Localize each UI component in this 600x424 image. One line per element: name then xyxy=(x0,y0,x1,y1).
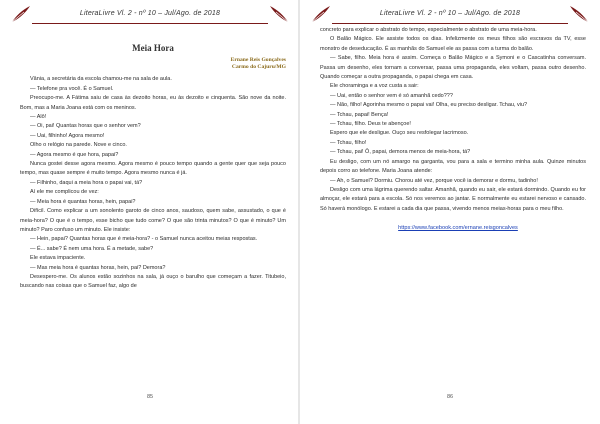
page-number: 85 xyxy=(146,394,154,400)
paragraph: Ele estava impaciente. xyxy=(30,255,86,262)
right-page xyxy=(304,0,596,424)
author-place: Carmo do Cajuru/MG xyxy=(231,64,286,71)
paragraph: Preocupo-me. A Fátima saiu de casa às dezoito horas, eu às dezoito e cinquenta. São nove da noite. Bom, mas a Maria Joana está com os meninos. xyxy=(20,95,286,111)
paragraph: — Uai, filhinho! Agora mesmo! xyxy=(30,132,105,139)
quill-feather-icon xyxy=(568,4,590,24)
paragraph: O Balão Mágico. Ele assiste todos os dias. Infelizmente os meus filhos são escravos da TV, esse monstro de deseducação. É as manhãs do Samuel ele as passa com a turma do balão. xyxy=(320,36,586,52)
left-page xyxy=(4,0,296,424)
paragraph: Difícil. Como explicar a um sonolento garoto de cinco anos, saudoso, quem sabe, assustado, o que é meia-hora? O que é o tempo, esse bicho que tudo come? O que são trinta minutos? O que é minuto? Um minuto? Paro confuso um minuto. Ele insiste: xyxy=(20,208,286,233)
author-facebook-link[interactable]: https://www.facebook.com/ernane.reisgoncalves xyxy=(398,225,518,232)
page-gutter xyxy=(298,0,300,424)
paragraph: Desespero-me. Os alunos estão sozinhos na sala, já ouço o barulho que começam a fazer. Titubeio, buscando nas coisas que o Samuel faz, algo de xyxy=(20,273,286,290)
paragraph: — Meia hora é quantas horas, hein, papai? xyxy=(30,198,136,205)
paragraph: — Não, filho! Agorinha mesmo o papai vai! Olha, eu preciso desligar. Tchau, viu? xyxy=(330,102,528,109)
article-title: Meia Hora xyxy=(132,43,174,53)
header-rule xyxy=(32,23,268,24)
paragraph: — Uai, então o senhor vem é só amanhã cedo??? xyxy=(330,92,453,99)
paragraph: Eu desligo, com um nó amargo na garganta, vou para a sala e termino minha aula. Quinze minutos depois corro ao telefone. Maria Joana atende: xyxy=(320,158,586,175)
page-number: 86 xyxy=(446,394,454,400)
header-text: LiteraLivre Vl. 2 - nº 10 – Jul/Ago. de 2018 xyxy=(379,10,521,17)
paragraph: Nunca gostei desse agora mesmo. Agora mesmo é pouco tempo quando a gente quer que seja pouco tempo, mas quase sempre é muito tempo. Agora mesmo nunca é já. xyxy=(20,161,286,177)
paragraph: Olho o relógio na parede. Nove e cinco. xyxy=(30,142,127,149)
right-content xyxy=(320,26,586,234)
header-text: LiteraLivre Vl. 2 - nº 10 – Jul/Ago. de 2018 xyxy=(79,10,221,17)
paragraph: Vânia, a secretária da escola chamou-me na sala de aula. xyxy=(30,76,172,83)
author-block xyxy=(20,57,286,71)
paragraph: — Tchau, filho! xyxy=(330,139,367,146)
paragraph: — Ah, o Samuel? Dormiu. Chorou até vez, porque você ia demorar e dormu, tadinho! xyxy=(330,177,538,184)
header-rule xyxy=(332,23,568,24)
paragraph: — Tchau, pai! Ô, papai, demora menos de meia-hora, tá? xyxy=(330,149,471,156)
paragraph: — É... sabe? É nem uma hora. É a metade, sabe? xyxy=(30,245,154,252)
paragraph: — Telefone pra você. É o Samuel. xyxy=(30,85,114,92)
quill-feather-icon xyxy=(268,4,290,24)
paragraph: Ele choraminga e a voz custa a sair: xyxy=(330,83,419,90)
paragraph: — Tchau, filho. Deus te abençoe! xyxy=(330,121,411,128)
paragraph: — Sabe, filho. Meia hora é assim. Começa o Balão Mágico e a Symoni e o Cascatinha conversam. Passa um desenho, eles tornam a conversar, passa uma propaganda, eles voltam, passa outro desenho. Quando começar a outra propaganda, o papai chega em casa. xyxy=(320,55,586,81)
paragraph: — Filhinho, daqui a meia hora o papai vai, tá? xyxy=(30,179,143,186)
paragraph: — Tchau, papai! Bença! xyxy=(330,111,389,118)
paragraph: Desligo com uma lágrima querendo saltar. Amanhã, quando eu sair, ele estará dormindo. Quando eu for almoçar, ele estará para a escola. Só nos veremos ao jantar. E normalmente eu estarei nervoso e cansado. Só haverá monólogo. E estarei a cada dia que passa, vivendo menos meias-horas para o meu filho. xyxy=(320,186,586,212)
left-content xyxy=(20,30,286,292)
page-header xyxy=(4,4,296,26)
paragraph: — Hein, papai? Quantas horas que é meia-hora? - o Samuel nunca aceitou meias respostas. xyxy=(30,236,258,243)
paragraph: — Agora mesmo é que hora, papai? xyxy=(30,151,119,158)
author-name: Ernane Reis Gonçalves xyxy=(230,57,286,64)
paragraph: Aí ele me complicou de vez: xyxy=(30,189,99,196)
paragraph: — Alô! xyxy=(30,114,47,121)
page-header xyxy=(304,4,596,26)
paragraph: — Mas meia hora é quantas horas, hein, pai? Demora? xyxy=(30,264,166,271)
paragraph: concreto para explicar o abstrato do tempo, especialmente o abstrato de uma meia-hora. xyxy=(320,27,537,33)
paragraph: — Oi, pai! Quantas horas que o senhor vem? xyxy=(30,123,141,130)
paragraph: Espero que ele desligue. Ouço seu resfolegar lacrimoso. xyxy=(330,130,469,137)
